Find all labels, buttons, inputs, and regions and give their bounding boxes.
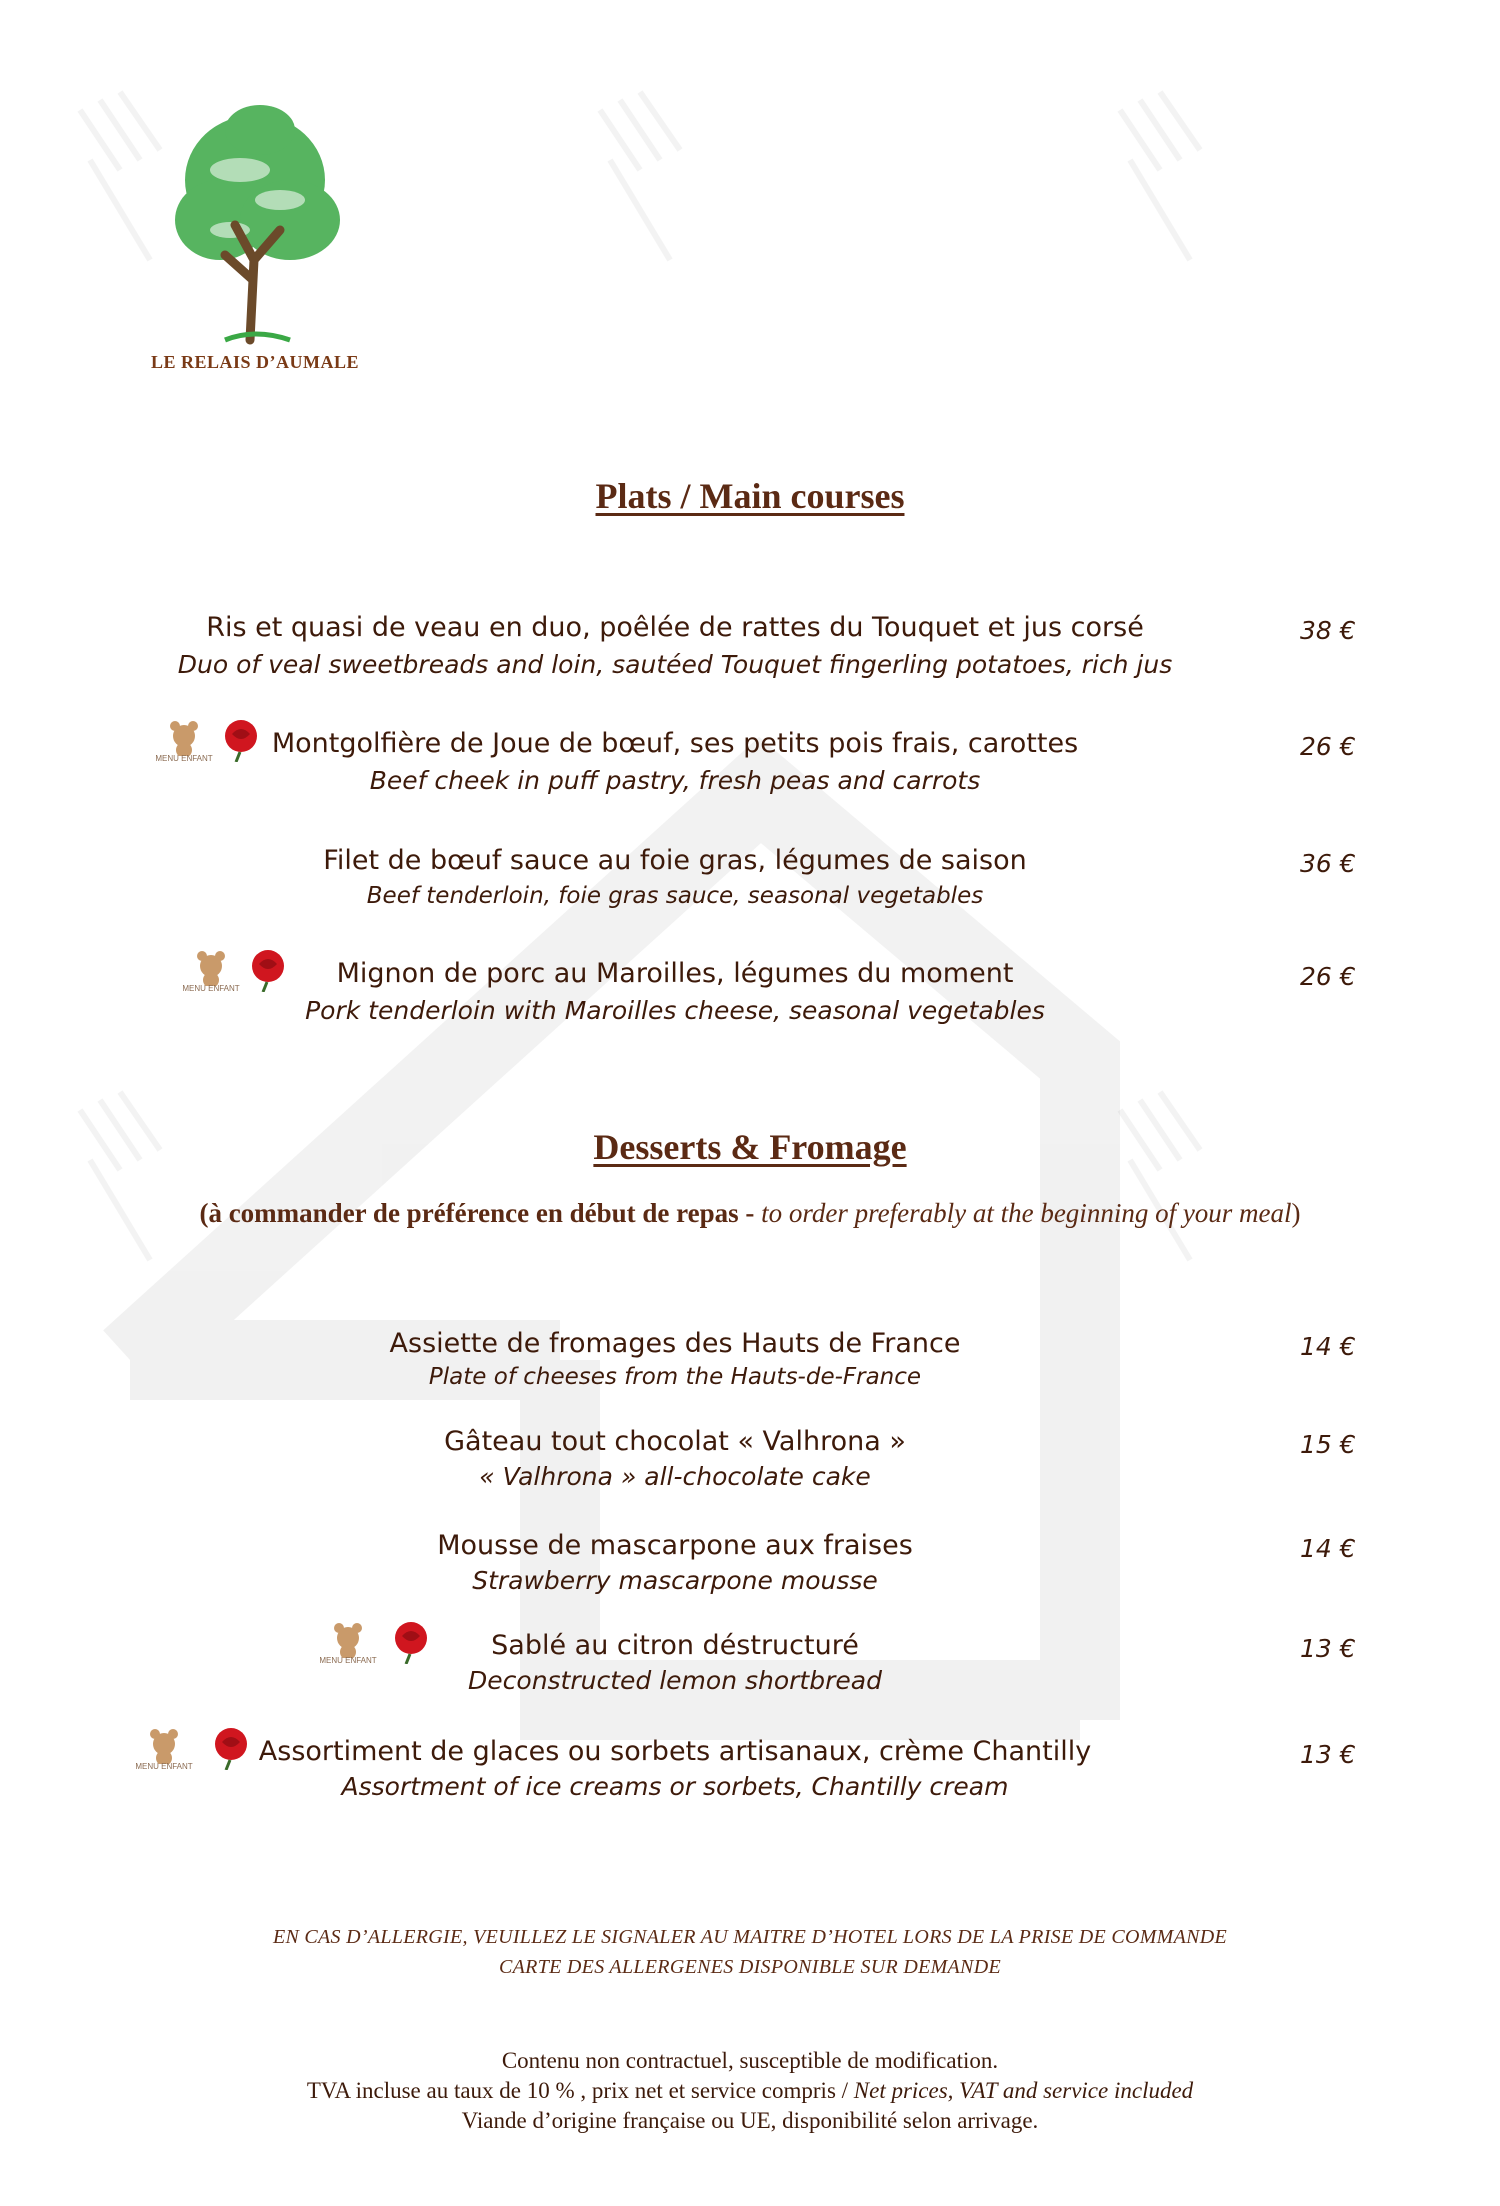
item-price: 13 € bbox=[1300, 1634, 1356, 1663]
legal-line-1: Contenu non contractuel, susceptible de modification. bbox=[501, 2048, 999, 2073]
legal-line-3: Viande d’origine française ou UE, disponibilité selon arrivage. bbox=[461, 2108, 1039, 2133]
item-price: 36 € bbox=[1300, 849, 1356, 878]
legal-notice bbox=[0, 2046, 1500, 2136]
item-name-fr: Filet de bœuf sauce au foie gras, légumes de saison bbox=[323, 845, 1027, 876]
note-close: ) bbox=[1291, 1198, 1301, 1228]
main-courses-title: Plats / Main courses bbox=[595, 476, 905, 516]
item-name-en: Assortment of ice creams or sorbets, Chantilly cream bbox=[341, 1772, 1009, 1801]
legal-line-2-fr: TVA incluse au taux de 10 % , prix net et service compris / bbox=[306, 2078, 854, 2103]
kids-menu-label: MENU ENFANT bbox=[319, 1656, 377, 1665]
item-name-fr: Gâteau tout chocolat « Valhrona » bbox=[444, 1426, 906, 1457]
item-name-en: Deconstructed lemon shortbread bbox=[468, 1666, 882, 1695]
item-name-en: Duo of veal sweetbreads and loin, sautéed Touquet fingerling potatoes, rich jus bbox=[177, 650, 1173, 679]
item-price: 15 € bbox=[1300, 1430, 1356, 1459]
restaurant-logo bbox=[130, 90, 380, 390]
allergy-line-1: EN CAS D’ALLERGIE, VEUILLEZ LE SIGNALER AU MAITRE D’HOTEL LORS DE LA PRISE DE COMMANDE bbox=[272, 1926, 1228, 1948]
item-price: 13 € bbox=[1300, 1740, 1356, 1769]
kids-menu-label: MENU ENFANT bbox=[135, 1762, 193, 1771]
item-price: 14 € bbox=[1300, 1332, 1356, 1361]
item-price: 26 € bbox=[1300, 962, 1356, 991]
item-price: 38 € bbox=[1300, 616, 1356, 645]
logo-text: LE RELAIS D’AUMALE bbox=[150, 352, 360, 372]
item-name-fr: Sablé au citron déstructuré bbox=[491, 1630, 859, 1661]
legal-line-2 bbox=[0, 2076, 1500, 2106]
item-name-fr: Assortiment de glaces ou sorbets artisanaux, crème Chantilly bbox=[258, 1736, 1092, 1767]
item-name-fr: Ris et quasi de veau en duo, poêlée de rattes du Touquet et jus corsé bbox=[206, 612, 1144, 643]
item-name-en: Beef cheek in puff pastry, fresh peas and carrots bbox=[369, 766, 981, 795]
allergy-notice bbox=[0, 1922, 1500, 1982]
item-name-en: Plate of cheeses from the Hauts-de-France bbox=[428, 1364, 922, 1390]
item-name-fr: Mousse de mascarpone aux fraises bbox=[437, 1530, 913, 1561]
kids-menu-label: MENU ENFANT bbox=[155, 754, 213, 763]
kids-menu-label: MENU ENFANT bbox=[182, 984, 240, 993]
desserts-title: Desserts & Fromage bbox=[593, 1127, 907, 1167]
legal-line-2-en: Net prices, VAT and service included bbox=[853, 2078, 1194, 2103]
allergy-line-2: CARTE DES ALLERGENES DISPONIBLE SUR DEMANDE bbox=[499, 1956, 1001, 1978]
item-name-en: « Valhrona » all-chocolate cake bbox=[479, 1462, 871, 1491]
item-price: 14 € bbox=[1300, 1534, 1356, 1563]
desserts-note bbox=[0, 1198, 1500, 1229]
item-name-en: Strawberry mascarpone mousse bbox=[472, 1566, 878, 1595]
item-name-fr: Montgolfière de Joue de bœuf, ses petits pois frais, carottes bbox=[271, 728, 1079, 759]
note-en: to order preferably at the beginning of your meal bbox=[761, 1198, 1292, 1228]
item-name-fr: Mignon de porc au Maroilles, légumes du moment bbox=[336, 958, 1014, 989]
item-price: 26 € bbox=[1300, 732, 1356, 761]
note-fr: (à commander de préférence en début de repas - bbox=[199, 1198, 762, 1228]
tree-logo-icon bbox=[130, 90, 380, 350]
item-name-en: Beef tenderloin, foie gras sauce, seasonal vegetables bbox=[366, 883, 984, 909]
item-name-fr: Assiette de fromages des Hauts de France bbox=[389, 1328, 961, 1359]
item-name-en: Pork tenderloin with Maroilles cheese, seasonal vegetables bbox=[305, 996, 1045, 1025]
